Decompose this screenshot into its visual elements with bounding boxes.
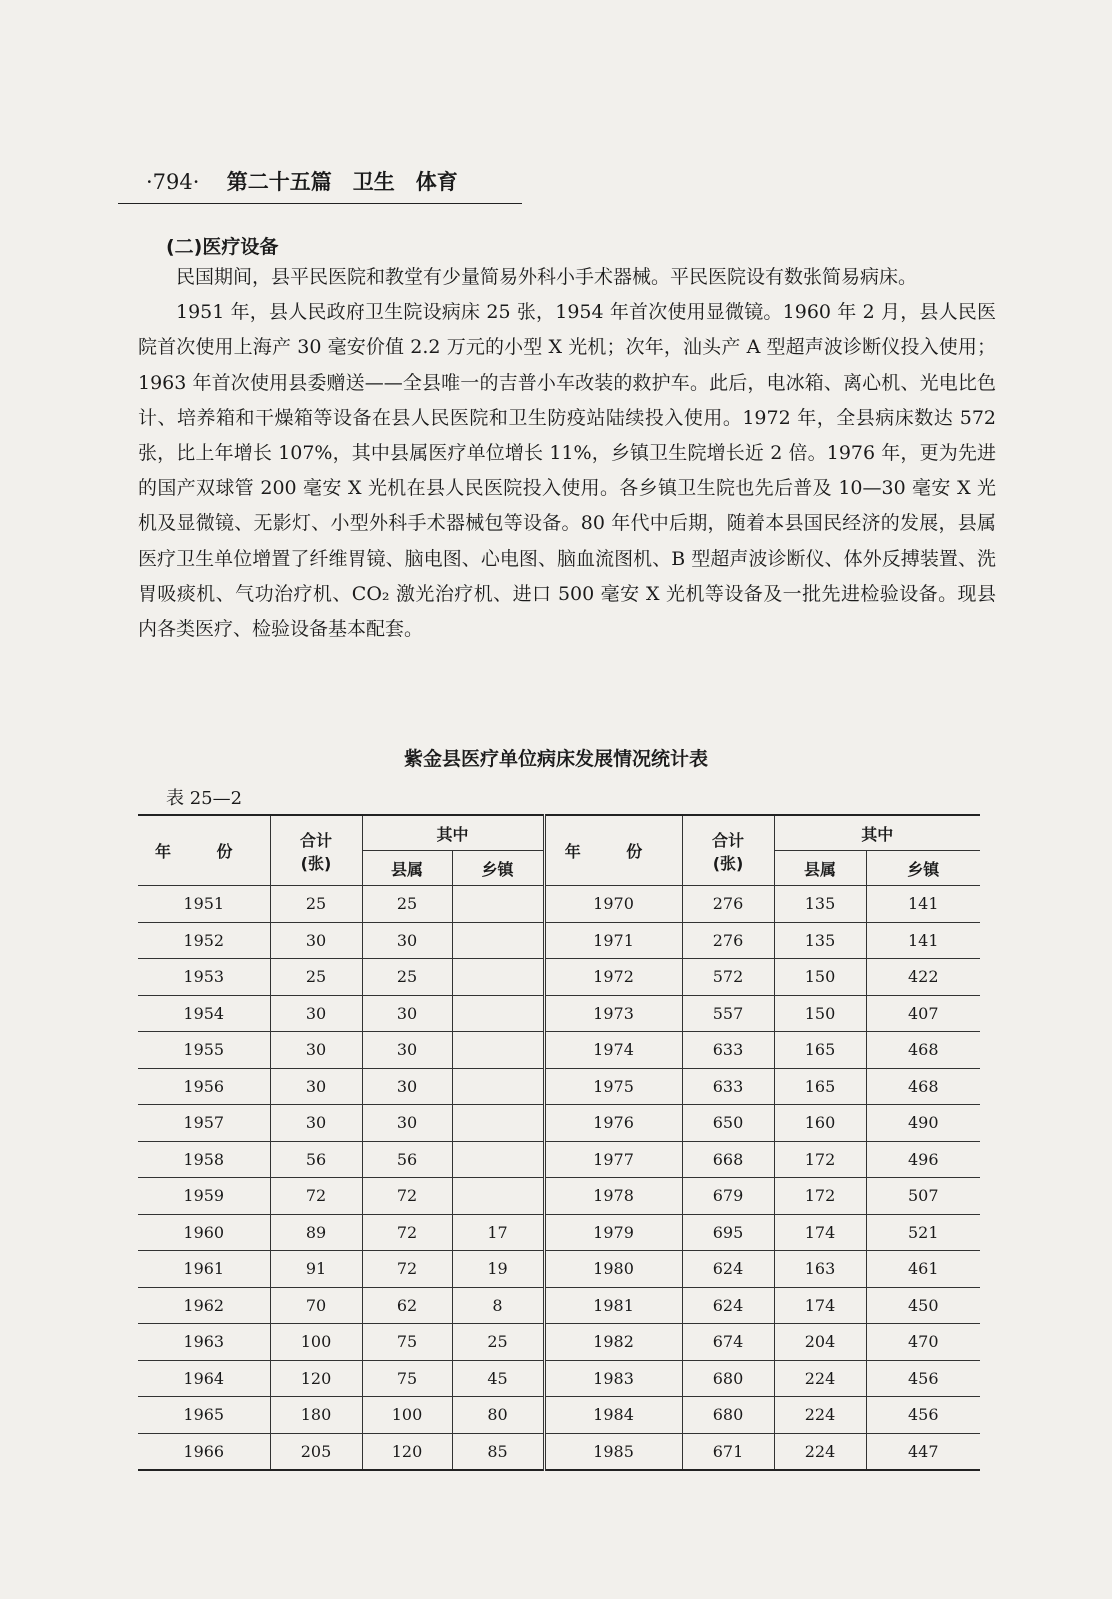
header-total: 合计 (张) <box>270 815 362 886</box>
header-county: 县属 <box>362 851 452 886</box>
cell-year: 1962 <box>138 1287 270 1324</box>
cell-year: 1954 <box>138 995 270 1032</box>
header-of-which: 其中 <box>362 815 544 851</box>
cell-total: 557 <box>682 995 774 1032</box>
header-of-which: 其中 <box>774 815 980 851</box>
table-row <box>138 1178 980 1215</box>
header-year: 年 份 <box>138 815 270 886</box>
cell-year: 1984 <box>544 1397 682 1434</box>
table-row <box>138 1433 980 1470</box>
cell-year: 1978 <box>544 1178 682 1215</box>
cell-total: 120 <box>270 1360 362 1397</box>
header-township: 乡镇 <box>452 851 544 886</box>
cell-township: 468 <box>866 1032 980 1069</box>
cell-county: 174 <box>774 1287 866 1324</box>
cell-year: 1970 <box>544 886 682 923</box>
section-title: (二)医疗设备 <box>166 236 279 258</box>
cell-county: 172 <box>774 1141 866 1178</box>
cell-county: 30 <box>362 995 452 1032</box>
cell-township <box>452 1141 544 1178</box>
header-year: 年 份 <box>544 815 682 886</box>
cell-township: 470 <box>866 1324 980 1361</box>
cell-township: 141 <box>866 886 980 923</box>
cell-year: 1960 <box>138 1214 270 1251</box>
cell-county: 75 <box>362 1324 452 1361</box>
chapter-title: 第二十五篇 卫生 体育 <box>226 170 458 194</box>
cell-year: 1983 <box>544 1360 682 1397</box>
cell-year: 1966 <box>138 1433 270 1470</box>
paragraph: 1951 年，县人民政府卫生院设病床 25 张，1954 年首次使用显微镜。1960 年 2 月，县人民医院首次使用上海产 30 毫安价值 2.2 万元的小型 X 光机；次年，汕头产 A 型超声波诊断仪投入使用；1963 年首次使用县委赠送——全县唯一的吉普小车改装的救护车。此后，电冰箱、离心机、光电比色计、培养箱和干燥箱等设备在县人民医院和卫生防疫站陆续投入使用。1972 年，全县病床数达 572 张，比上年增长 107%，其中县属医疗单位增长 11%，乡镇卫生院增长近 2 倍。1976 年，更为先进的国产双球管 200 毫安 X 光机在县人民医院投入使用。各乡镇卫生院也先后普及 10—30 毫安 X 光机及显微镜、无影灯、小型外科手术器械包等设备。80 年代中后期，随着本县国民经济的发展，县属医疗卫生单位增置了纤维胃镜、脑电图、心电图、脑血流图机、B 型超声波诊断仪、体外反搏装置、洗胃吸痰机、气功治疗机、CO₂ 激光治疗机、进口 500 毫安 X 光机等设备及一批先进检验设备。现县内各类医疗、检验设备基本配套。 <box>138 301 996 641</box>
cell-total: 624 <box>682 1287 774 1324</box>
cell-county: 165 <box>774 1068 866 1105</box>
cell-year: 1957 <box>138 1105 270 1142</box>
header-township: 乡镇 <box>866 851 980 886</box>
cell-township: 8 <box>452 1287 544 1324</box>
cell-year: 1956 <box>138 1068 270 1105</box>
cell-township <box>452 1032 544 1069</box>
cell-township: 447 <box>866 1433 980 1470</box>
page-header <box>146 166 458 196</box>
cell-total: 276 <box>682 922 774 959</box>
table-id: 表 25—2 <box>166 788 243 809</box>
cell-county: 30 <box>362 1032 452 1069</box>
cell-county: 62 <box>362 1287 452 1324</box>
cell-county: 30 <box>362 1068 452 1105</box>
cell-county: 72 <box>362 1178 452 1215</box>
cell-township: 450 <box>866 1287 980 1324</box>
header-county: 县属 <box>774 851 866 886</box>
table-row <box>138 1251 980 1288</box>
bed-statistics-table <box>138 814 980 1471</box>
cell-township: 496 <box>866 1141 980 1178</box>
cell-total: 30 <box>270 995 362 1032</box>
cell-county: 120 <box>362 1433 452 1470</box>
cell-year: 1959 <box>138 1178 270 1215</box>
cell-year: 1975 <box>544 1068 682 1105</box>
cell-total: 624 <box>682 1251 774 1288</box>
cell-total: 674 <box>682 1324 774 1361</box>
cell-total: 25 <box>270 959 362 996</box>
cell-total: 100 <box>270 1324 362 1361</box>
cell-year: 1951 <box>138 886 270 923</box>
table-row <box>138 959 980 996</box>
cell-county: 224 <box>774 1397 866 1434</box>
cell-township: 80 <box>452 1397 544 1434</box>
cell-township: 85 <box>452 1433 544 1470</box>
cell-county: 224 <box>774 1360 866 1397</box>
cell-year: 1979 <box>544 1214 682 1251</box>
cell-total: 680 <box>682 1360 774 1397</box>
cell-year: 1977 <box>544 1141 682 1178</box>
cell-year: 1971 <box>544 922 682 959</box>
cell-total: 72 <box>270 1178 362 1215</box>
page-number: ·794· <box>146 170 200 194</box>
cell-township: 521 <box>866 1214 980 1251</box>
cell-total: 70 <box>270 1287 362 1324</box>
cell-total: 56 <box>270 1141 362 1178</box>
header-rule <box>118 203 522 204</box>
cell-total: 91 <box>270 1251 362 1288</box>
cell-total: 633 <box>682 1068 774 1105</box>
cell-township <box>452 886 544 923</box>
table-row <box>138 1141 980 1178</box>
cell-township: 456 <box>866 1397 980 1434</box>
cell-year: 1958 <box>138 1141 270 1178</box>
cell-county: 163 <box>774 1251 866 1288</box>
table-row <box>138 1397 980 1434</box>
cell-township <box>452 1068 544 1105</box>
cell-total: 205 <box>270 1433 362 1470</box>
table-row <box>138 1105 980 1142</box>
cell-total: 180 <box>270 1397 362 1434</box>
cell-total: 572 <box>682 959 774 996</box>
cell-county: 204 <box>774 1324 866 1361</box>
cell-year: 1976 <box>544 1105 682 1142</box>
cell-year: 1974 <box>544 1032 682 1069</box>
cell-county: 30 <box>362 922 452 959</box>
cell-total: 276 <box>682 886 774 923</box>
cell-year: 1981 <box>544 1287 682 1324</box>
cell-year: 1955 <box>138 1032 270 1069</box>
cell-year: 1964 <box>138 1360 270 1397</box>
cell-total: 30 <box>270 1032 362 1069</box>
cell-township: 456 <box>866 1360 980 1397</box>
cell-year: 1961 <box>138 1251 270 1288</box>
cell-county: 72 <box>362 1214 452 1251</box>
cell-township: 19 <box>452 1251 544 1288</box>
cell-county: 174 <box>774 1214 866 1251</box>
cell-township <box>452 922 544 959</box>
cell-township: 45 <box>452 1360 544 1397</box>
cell-year: 1982 <box>544 1324 682 1361</box>
cell-township: 25 <box>452 1324 544 1361</box>
cell-township: 17 <box>452 1214 544 1251</box>
cell-township <box>452 1178 544 1215</box>
cell-county: 56 <box>362 1141 452 1178</box>
cell-total: 695 <box>682 1214 774 1251</box>
cell-county: 150 <box>774 995 866 1032</box>
cell-total: 671 <box>682 1433 774 1470</box>
cell-township: 507 <box>866 1178 980 1215</box>
cell-total: 30 <box>270 922 362 959</box>
table-row <box>138 1068 980 1105</box>
header-total: 合计 (张) <box>682 815 774 886</box>
cell-year: 1973 <box>544 995 682 1032</box>
cell-township <box>452 1105 544 1142</box>
cell-township: 141 <box>866 922 980 959</box>
paragraph: 民国期间，县平民医院和教堂有少量简易外科小手术器械。平民医院设有数张简易病床。 <box>176 266 918 288</box>
cell-total: 679 <box>682 1178 774 1215</box>
cell-county: 135 <box>774 922 866 959</box>
cell-county: 72 <box>362 1251 452 1288</box>
table-row <box>138 1360 980 1397</box>
cell-county: 160 <box>774 1105 866 1142</box>
cell-township: 490 <box>866 1105 980 1142</box>
cell-county: 224 <box>774 1433 866 1470</box>
cell-township: 468 <box>866 1068 980 1105</box>
body-text <box>138 260 996 647</box>
cell-county: 30 <box>362 1105 452 1142</box>
cell-county: 135 <box>774 886 866 923</box>
cell-township: 461 <box>866 1251 980 1288</box>
table-title: 紫金县医疗单位病床发展情况统计表 <box>403 748 708 770</box>
cell-total: 668 <box>682 1141 774 1178</box>
cell-year: 1952 <box>138 922 270 959</box>
cell-county: 150 <box>774 959 866 996</box>
table-row <box>138 922 980 959</box>
cell-year: 1963 <box>138 1324 270 1361</box>
table-body <box>138 886 980 1471</box>
cell-county: 165 <box>774 1032 866 1069</box>
cell-county: 100 <box>362 1397 452 1434</box>
cell-township: 422 <box>866 959 980 996</box>
cell-year: 1965 <box>138 1397 270 1434</box>
cell-year: 1980 <box>544 1251 682 1288</box>
cell-year: 1972 <box>544 959 682 996</box>
cell-total: 680 <box>682 1397 774 1434</box>
cell-county: 25 <box>362 959 452 996</box>
table-row <box>138 1287 980 1324</box>
cell-total: 633 <box>682 1032 774 1069</box>
cell-county: 75 <box>362 1360 452 1397</box>
cell-year: 1953 <box>138 959 270 996</box>
cell-township: 407 <box>866 995 980 1032</box>
cell-year: 1985 <box>544 1433 682 1470</box>
cell-township <box>452 995 544 1032</box>
cell-total: 30 <box>270 1105 362 1142</box>
cell-county: 172 <box>774 1178 866 1215</box>
cell-total: 30 <box>270 1068 362 1105</box>
table-row <box>138 1032 980 1069</box>
cell-total: 89 <box>270 1214 362 1251</box>
table-row <box>138 1214 980 1251</box>
cell-total: 650 <box>682 1105 774 1142</box>
cell-township <box>452 959 544 996</box>
table-row <box>138 1324 980 1361</box>
table-row <box>138 995 980 1032</box>
cell-total: 25 <box>270 886 362 923</box>
table-row <box>138 886 980 923</box>
cell-county: 25 <box>362 886 452 923</box>
